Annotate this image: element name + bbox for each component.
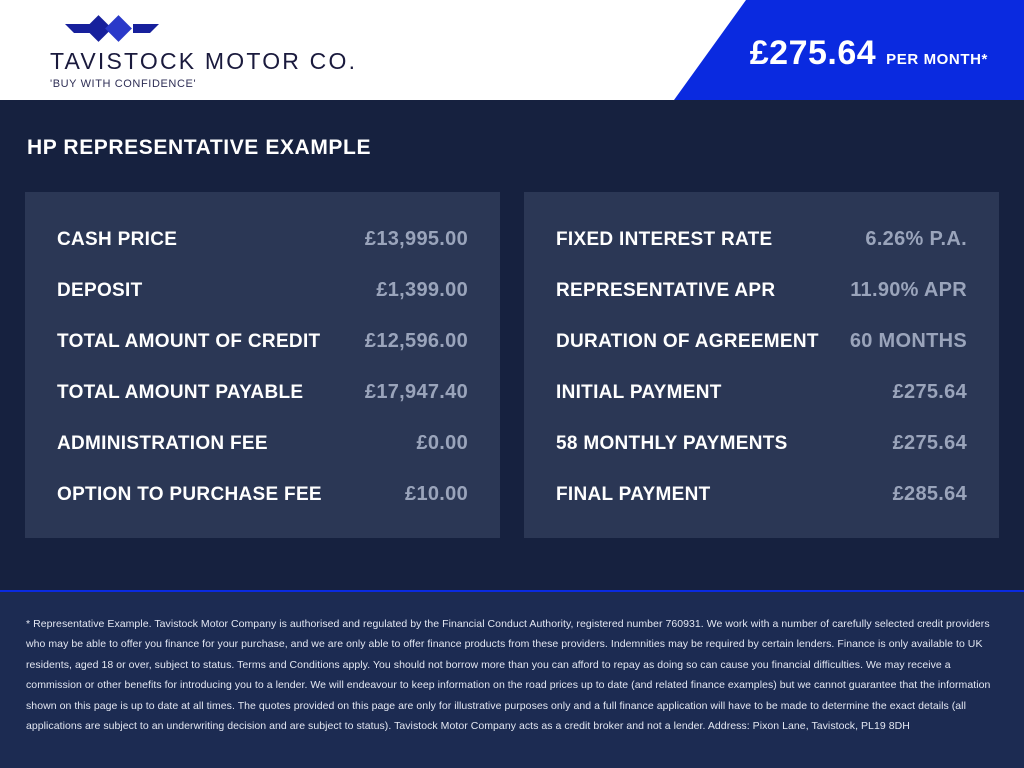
row-label: REPRESENTATIVE APR: [556, 280, 776, 301]
price-amount: £275.64: [749, 34, 877, 72]
table-row: [47, 316, 478, 367]
row-label: 58 MONTHLY PAYMENTS: [556, 433, 788, 454]
row-label: DURATION OF AGREEMENT: [556, 331, 819, 352]
row-value: £275.64: [892, 381, 967, 403]
table-row: [546, 214, 977, 265]
table-row: [546, 265, 977, 316]
row-value: 60 MONTHS: [849, 330, 967, 352]
row-label: INITIAL PAYMENT: [556, 382, 722, 403]
brand-name: TAVISTOCK MOTOR CO.: [50, 48, 358, 74]
row-value: £1,399.00: [376, 279, 468, 301]
brand-tagline: 'BUY WITH CONFIDENCE': [50, 78, 197, 90]
row-value: 11.90% APR: [850, 279, 967, 301]
row-value: £10.00: [405, 483, 468, 505]
row-value: £17,947.40: [364, 381, 468, 403]
row-value: £12,596.00: [364, 330, 468, 352]
table-row: [546, 367, 977, 418]
disclaimer-text: * Representative Example. Tavistock Motor Company is authorised and regulated by the Financial Conduct Authority, registered number 760931. We work with a number of carefully selected credit providers who may be able to offer you finance for your purchase, and we are only able to offer finance products from these providers. Indemnities may be required by certain lenders. Finance is only available to UK residents, aged 18 or over, subject to status. Terms and Conditions apply. You should not borrow more than you can afford to repay as doing so can cause you financial difficulties. We may receive a commission or other benefits for introducing you to a lender. We will endeavour to keep information on the road prices up to date (and related finance examples) but we cannot guarantee that the information shown on this page is up to date at all times. The quotes provided on this page are only for illustrative purposes only and a full finance application will have to be made to determine the exact details (all applications are subject to an underwriting decision and are subject to status). Tavistock Motor Company acts as a credit broker and not a lender. Address: Pixon Lane, Tavistock, PL19 8DH: [26, 618, 991, 733]
row-label: ADMINISTRATION FEE: [57, 433, 268, 454]
row-value: £13,995.00: [364, 228, 468, 250]
page-header: [0, 0, 1024, 100]
row-value: £285.64: [892, 483, 967, 505]
row-label: TOTAL AMOUNT OF CREDIT: [57, 331, 321, 352]
table-row: [546, 316, 977, 367]
row-value: £0.00: [416, 432, 468, 454]
table-row: [47, 418, 478, 469]
logo-diamond-icon: [65, 14, 470, 44]
row-label: CASH PRICE: [57, 229, 178, 250]
footer-disclaimer-area: [0, 590, 1024, 768]
finance-details: [25, 192, 999, 538]
left-details-panel: [25, 192, 500, 538]
right-details-panel: [524, 192, 999, 538]
table-row: [47, 265, 478, 316]
row-value: £275.64: [892, 432, 967, 454]
row-label: FIXED INTEREST RATE: [556, 229, 773, 250]
table-row: [47, 469, 478, 520]
row-label: FINAL PAYMENT: [556, 484, 711, 505]
page-title: HP REPRESENTATIVE EXAMPLE: [27, 136, 372, 159]
row-value: 6.26% P.A.: [865, 228, 967, 250]
brand-logo: [50, 14, 470, 90]
table-row: [47, 214, 478, 265]
table-row: [546, 418, 977, 469]
table-row: [546, 469, 977, 520]
price-period: PER MONTH*: [886, 51, 988, 68]
table-row: [47, 367, 478, 418]
monthly-price: [750, 34, 988, 73]
row-label: DEPOSIT: [57, 280, 143, 301]
row-label: TOTAL AMOUNT PAYABLE: [57, 382, 304, 403]
row-label: OPTION TO PURCHASE FEE: [57, 484, 322, 505]
